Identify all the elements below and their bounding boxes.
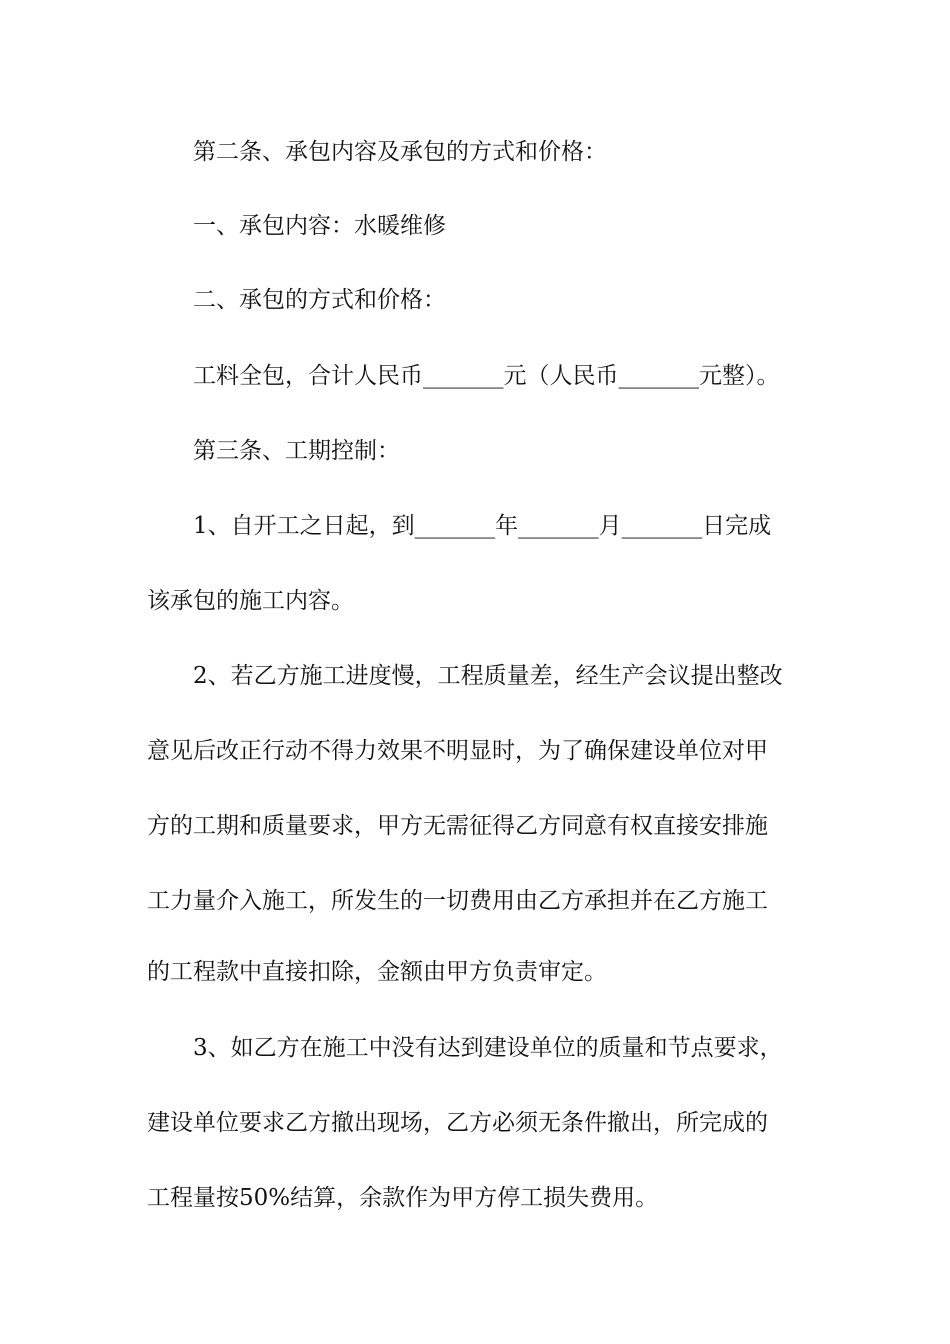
clause-2-line-4: 工力量介入施工，所发生的一切费用由乙方承担并在乙方施工: [147, 888, 768, 914]
clause-3-line-3: 工程量按50%结算，余款作为甲方停工损失费用。: [147, 1185, 659, 1211]
clause-3-line-1: 3、如乙方在施工中没有达到建设单位的质量和节点要求，: [193, 1035, 783, 1061]
clause-2-line-3: 方的工期和质量要求，甲方无需征得乙方同意有权直接安排施: [147, 813, 768, 839]
clause-1-line-2: 该承包的施工内容。: [147, 588, 354, 614]
clause-2-line-5: 的工程款中直接扣除，金额由甲方负责审定。: [147, 959, 607, 985]
article-2-heading: 第二条、承包内容及承包的方式和价格：: [193, 139, 607, 165]
price-paragraph: 工料全包，合计人民币_______元（人民币_______元整）。: [193, 363, 780, 389]
clause-3-line-2: 建设单位要求乙方撤出现场，乙方必须无条件撤出，所完成的: [147, 1110, 768, 1136]
contract-method-item: 二、承包的方式和价格：: [193, 287, 446, 313]
article-3-heading: 第三条、工期控制：: [193, 438, 400, 464]
clause-2-line-1: 2、若乙方施工进度慢，工程质量差，经生产会议提出整改: [193, 663, 783, 689]
clause-1-line-1: 1、自开工之日起，到_______年_______月_______日完成: [193, 513, 772, 539]
contract-content-item: 一、承包内容：水暖维修: [193, 213, 446, 239]
clause-2-line-2: 意见后改正行动不得力效果不明显时，为了确保建设单位对甲: [147, 738, 768, 764]
